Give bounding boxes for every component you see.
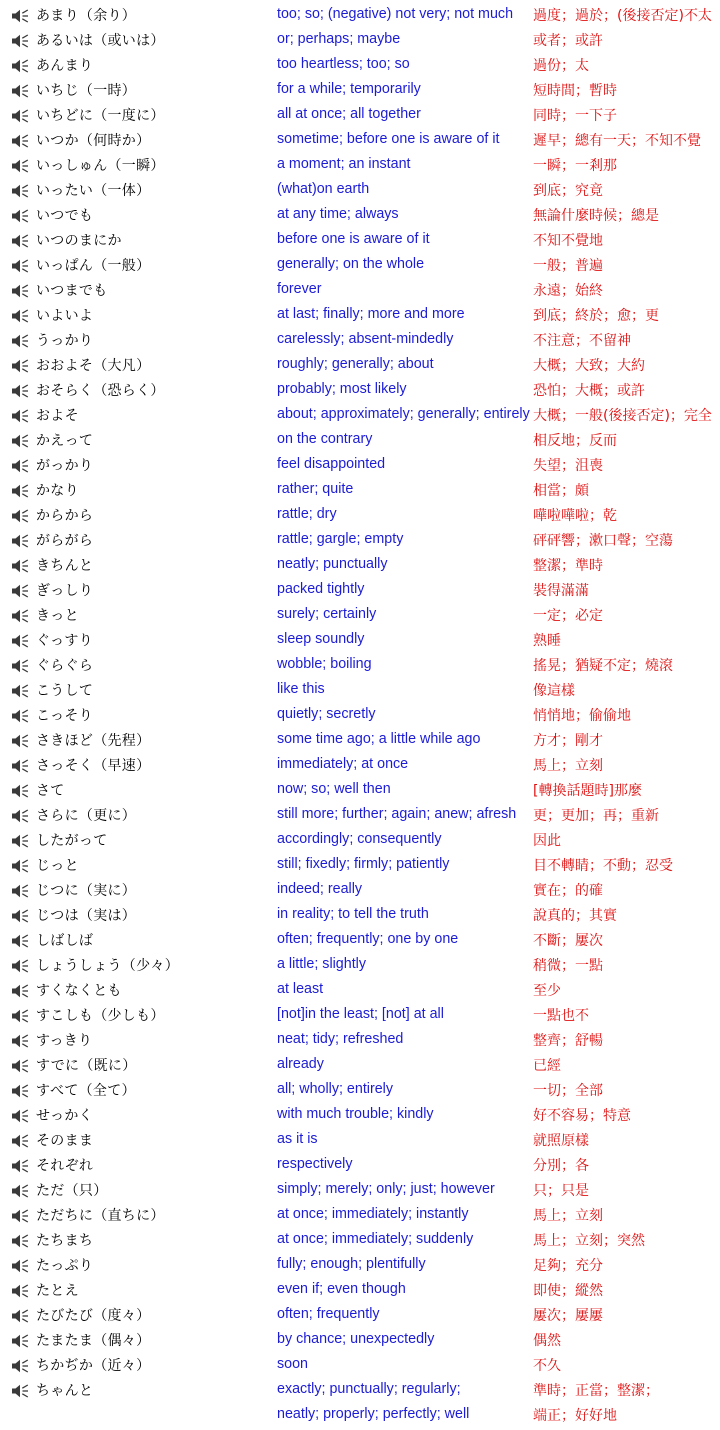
english-meaning: already [277, 1056, 324, 1072]
english-meaning: sleep soundly [277, 631, 365, 647]
japanese-word: こうして [36, 683, 94, 699]
speaker-icon[interactable] [11, 8, 29, 22]
japanese-word: さて [36, 783, 65, 799]
speaker-icon[interactable] [11, 1383, 29, 1397]
speaker-icon[interactable] [11, 1158, 29, 1172]
japanese-word: いったい（一体） [36, 183, 151, 199]
chinese-meaning: 相反地；反而 [533, 433, 617, 449]
japanese-word: ただ（只） [36, 1183, 108, 1199]
speaker-icon[interactable] [11, 1058, 29, 1072]
speaker-icon[interactable] [11, 1133, 29, 1147]
speaker-icon[interactable] [11, 1108, 29, 1122]
speaker-icon[interactable] [11, 733, 29, 747]
english-meaning: too; so; (negative) not very; not much [277, 6, 514, 22]
english-meaning: wobble; boiling [277, 656, 372, 672]
vocab-row [0, 802, 720, 827]
chinese-meaning: 嘩啦嘩啦；乾 [533, 508, 617, 524]
vocab-row [0, 177, 720, 202]
chinese-meaning: 準時；正當；整潔； [533, 1383, 659, 1399]
japanese-word: すこしも（少しも） [36, 1008, 165, 1024]
english-meaning: in reality; to tell the truth [277, 906, 429, 922]
chinese-meaning: 足夠；充分 [533, 1258, 603, 1274]
english-meaning: fully; enough; plentifully [277, 1256, 426, 1272]
vocab-row [0, 1277, 720, 1302]
vocab-row [0, 652, 720, 677]
chinese-meaning: 一般；普遍 [533, 258, 603, 274]
speaker-icon[interactable] [11, 83, 29, 97]
vocab-row-continuation [0, 1402, 720, 1427]
speaker-icon[interactable] [11, 233, 29, 247]
english-meaning: neatly; punctually [277, 556, 388, 572]
vocab-row [0, 977, 720, 1002]
japanese-word: ちかぢか（近々） [36, 1358, 151, 1374]
english-meaning: a little; slightly [277, 956, 366, 972]
chinese-meaning: 整齊；舒暢 [533, 1033, 603, 1049]
vocab-row [0, 952, 720, 977]
chinese-meaning: 實在；的確 [533, 883, 603, 899]
japanese-word: じつに（実に） [36, 883, 137, 899]
japanese-word: ただちに（直ちに） [36, 1208, 165, 1224]
japanese-word: じつは（実は） [36, 908, 137, 924]
chinese-meaning: 相當；頗 [533, 483, 589, 499]
speaker-icon[interactable] [11, 608, 29, 622]
japanese-word: さらに（更に） [36, 808, 137, 824]
vocab-row [0, 702, 720, 727]
speaker-icon[interactable] [11, 183, 29, 197]
japanese-word: あまり（余り） [36, 8, 137, 24]
speaker-icon[interactable] [11, 683, 29, 697]
english-meaning: carelessly; absent-mindedly [277, 331, 454, 347]
japanese-word: いちじ（一時） [36, 83, 137, 99]
chinese-meaning: 過份；太 [533, 58, 589, 74]
english-meaning: now; so; well then [277, 781, 391, 797]
chinese-meaning: 搖晃；猶疑不定；燒滾 [533, 658, 673, 674]
japanese-word: たびたび（度々） [36, 1308, 151, 1324]
japanese-word: あんまり [36, 58, 94, 74]
vocab-row [0, 602, 720, 627]
speaker-icon[interactable] [11, 908, 29, 922]
chinese-meaning: 熟睡 [533, 633, 561, 649]
speaker-icon[interactable] [11, 1008, 29, 1022]
chinese-meaning: 不知不覺地 [533, 233, 603, 249]
english-meaning: all; wholly; entirely [277, 1081, 394, 1097]
vocab-row [0, 1077, 720, 1102]
vocab-row [0, 502, 720, 527]
english-meaning: generally; on the whole [277, 256, 425, 272]
chinese-meaning: 遲早；總有一天；不知不覺 [533, 133, 701, 149]
speaker-icon[interactable] [11, 408, 29, 422]
chinese-meaning: [轉換話題時]那麼 [533, 783, 642, 799]
vocab-row [0, 2, 720, 27]
speaker-icon[interactable] [11, 1283, 29, 1297]
japanese-word: うっかり [36, 333, 94, 349]
speaker-icon[interactable] [11, 158, 29, 172]
english-meaning: forever [277, 281, 322, 297]
chinese-meaning: 悄悄地；偷偷地 [533, 708, 631, 724]
chinese-meaning: 說真的；其實 [533, 908, 617, 924]
vocab-row [0, 127, 720, 152]
chinese-meaning: 馬上；立刻；突然 [533, 1233, 645, 1249]
english-meaning: exactly; punctually; regularly; [277, 1381, 461, 1397]
vocab-row [0, 377, 720, 402]
english-meaning: rattle; gargle; empty [277, 531, 404, 547]
english-meaning: at any time; always [277, 206, 399, 222]
speaker-icon[interactable] [11, 658, 29, 672]
english-meaning: before one is aware of it [277, 231, 430, 247]
chinese-meaning: 到底；究竟 [533, 183, 603, 199]
speaker-icon[interactable] [11, 558, 29, 572]
vocab-row [0, 677, 720, 702]
speaker-icon[interactable] [11, 1083, 29, 1097]
vocab-row [0, 1127, 720, 1152]
speaker-icon[interactable] [11, 333, 29, 347]
japanese-word: しばしば [36, 933, 94, 949]
chinese-meaning: 砰砰響；漱口聲；空蕩 [533, 533, 673, 549]
chinese-meaning: 分別；各 [533, 1158, 589, 1174]
japanese-word: すでに（既に） [36, 1058, 137, 1074]
english-meaning: often; frequently [277, 1306, 380, 1322]
chinese-meaning: 像這樣 [533, 683, 575, 699]
english-meaning: [not]in the least; [not] at all [277, 1006, 444, 1022]
vocab-row [0, 1252, 720, 1277]
english-meaning: quietly; secretly [277, 706, 376, 722]
english-meaning: respectively [277, 1156, 353, 1172]
vocab-row [0, 927, 720, 952]
vocab-row [0, 1027, 720, 1052]
vocab-row [0, 227, 720, 252]
speaker-icon[interactable] [11, 1308, 29, 1322]
chinese-meaning: 失望；沮喪 [533, 458, 603, 474]
japanese-word: からから [36, 508, 94, 524]
chinese-meaning: 因此 [533, 833, 561, 849]
chinese-meaning: 屢次；屢屢 [533, 1308, 603, 1324]
japanese-word: おそらく（恐らく） [36, 383, 165, 399]
japanese-word: きっと [36, 608, 79, 624]
vocab-row [0, 27, 720, 52]
speaker-icon[interactable] [11, 508, 29, 522]
speaker-icon[interactable] [11, 258, 29, 272]
speaker-icon[interactable] [11, 458, 29, 472]
vocab-row [0, 402, 720, 427]
japanese-word: あるいは（或いは） [36, 33, 165, 49]
chinese-meaning: 只；只是 [533, 1183, 589, 1199]
english-meaning: some time ago; a little while ago [277, 731, 481, 747]
english-meaning: feel disappointed [277, 456, 386, 472]
speaker-icon[interactable] [11, 883, 29, 897]
vocab-row [0, 827, 720, 852]
english-meaning: probably; most likely [277, 381, 407, 397]
english-meaning: soon [277, 1356, 309, 1372]
chinese-meaning: 馬上；立刻 [533, 758, 603, 774]
vocab-row [0, 427, 720, 452]
vocab-row [0, 1002, 720, 1027]
speaker-icon[interactable] [11, 283, 29, 297]
vocabulary-list [0, 2, 720, 1427]
vocab-row [0, 1327, 720, 1352]
japanese-word: ぎっしり [36, 583, 94, 599]
english-meaning: a moment; an instant [277, 156, 411, 172]
vocab-row [0, 1227, 720, 1252]
speaker-icon[interactable] [11, 858, 29, 872]
japanese-word: さきほど（先程） [36, 733, 151, 749]
japanese-word: たまたま（偶々） [36, 1333, 151, 1349]
speaker-icon[interactable] [11, 808, 29, 822]
speaker-icon[interactable] [11, 383, 29, 397]
english-meaning: with much trouble; kindly [277, 1106, 434, 1122]
japanese-word: ちゃんと [36, 1383, 94, 1399]
english-meaning: packed tightly [277, 581, 365, 597]
vocab-row [0, 1177, 720, 1202]
speaker-icon[interactable] [11, 108, 29, 122]
speaker-icon[interactable] [11, 483, 29, 497]
japanese-word: せっかく [36, 1108, 93, 1124]
chinese-meaning: 偶然 [533, 1333, 561, 1349]
chinese-meaning: 無論什麼時候；總是 [533, 208, 659, 224]
speaker-icon[interactable] [11, 833, 29, 847]
vocab-row [0, 902, 720, 927]
japanese-word: かなり [36, 483, 79, 499]
vocab-row [0, 1052, 720, 1077]
english-meaning: at once; immediately; instantly [277, 1206, 469, 1222]
vocab-row [0, 852, 720, 877]
english-meaning: (what)on earth [277, 181, 370, 197]
english-meaning: neatly; properly; perfectly; well [277, 1406, 470, 1422]
chinese-meaning: 不斷；屢次 [533, 933, 603, 949]
chinese-meaning: 裝得滿滿 [533, 583, 589, 599]
japanese-word: たとえ [36, 1283, 79, 1299]
chinese-meaning: 過度；過於；(後接否定)不太 [533, 8, 712, 24]
english-meaning: at least [277, 981, 324, 997]
vocab-row [0, 777, 720, 802]
japanese-word: おおよそ（大凡） [36, 358, 151, 374]
vocab-row [0, 327, 720, 352]
chinese-meaning: 同時；一下子 [533, 108, 617, 124]
vocab-row [0, 477, 720, 502]
vocab-row [0, 1202, 720, 1227]
vocab-row [0, 452, 720, 477]
vocab-row [0, 52, 720, 77]
chinese-meaning: 方才；剛才 [533, 733, 603, 749]
english-meaning: like this [277, 681, 325, 697]
japanese-word: およそ [36, 408, 79, 424]
chinese-meaning: 已經 [533, 1058, 561, 1074]
japanese-word: ぐらぐら [36, 658, 94, 674]
japanese-word: すっきり [36, 1033, 93, 1049]
english-meaning: rattle; dry [277, 506, 337, 522]
vocab-row [0, 1102, 720, 1127]
japanese-word: たちまち [36, 1233, 94, 1249]
japanese-word: したがって [36, 833, 108, 849]
vocab-row [0, 152, 720, 177]
chinese-meaning: 短時間；暫時 [533, 83, 617, 99]
english-meaning: neat; tidy; refreshed [277, 1031, 404, 1047]
chinese-meaning: 就照原樣 [533, 1133, 589, 1149]
speaker-icon[interactable] [11, 1208, 29, 1222]
speaker-icon[interactable] [11, 208, 29, 222]
chinese-meaning: 永遠；始終 [533, 283, 603, 299]
vocab-row [0, 277, 720, 302]
chinese-meaning: 大概；大致；大約 [533, 358, 645, 374]
vocab-row [0, 752, 720, 777]
speaker-icon[interactable] [11, 1033, 29, 1047]
speaker-icon[interactable] [11, 758, 29, 772]
vocab-row [0, 627, 720, 652]
speaker-icon[interactable] [11, 983, 29, 997]
english-meaning: as it is [277, 1131, 318, 1147]
chinese-meaning: 到底；終於；愈；更 [533, 308, 659, 324]
vocab-row [0, 577, 720, 602]
chinese-meaning: 一點也不 [533, 1008, 589, 1024]
english-meaning: at once; immediately; suddenly [277, 1231, 474, 1247]
chinese-meaning: 一切；全部 [533, 1083, 603, 1099]
japanese-word: たっぷり [36, 1258, 94, 1274]
chinese-meaning: 更；更加；再；重新 [533, 808, 659, 824]
speaker-icon[interactable] [11, 533, 29, 547]
japanese-word: すべて（全て） [36, 1083, 136, 1099]
english-meaning: on the contrary [277, 431, 373, 447]
japanese-word: それぞれ [36, 1158, 94, 1174]
speaker-icon[interactable] [11, 633, 29, 647]
speaker-icon[interactable] [11, 583, 29, 597]
speaker-icon[interactable] [11, 708, 29, 722]
japanese-word: かえって [36, 433, 94, 449]
chinese-meaning: 恐怕；大概；或許 [533, 383, 645, 399]
english-meaning: rather; quite [277, 481, 354, 497]
chinese-meaning: 好不容易；特意 [533, 1108, 631, 1124]
speaker-icon[interactable] [11, 133, 29, 147]
japanese-word: いつのまにか [36, 233, 122, 249]
speaker-icon[interactable] [11, 433, 29, 447]
japanese-word: いっぱん（一般） [36, 258, 151, 274]
english-meaning: by chance; unexpectedly [277, 1331, 435, 1347]
chinese-meaning: 馬上；立刻 [533, 1208, 603, 1224]
japanese-word: いよいよ [36, 308, 94, 324]
english-meaning: sometime; before one is aware of it [277, 131, 500, 147]
chinese-meaning: 端正；好好地 [533, 1408, 617, 1424]
vocab-row [0, 877, 720, 902]
japanese-word: いつまでも [36, 283, 108, 299]
speaker-icon[interactable] [11, 1333, 29, 1347]
vocab-row [0, 252, 720, 277]
speaker-icon[interactable] [11, 1258, 29, 1272]
english-meaning: still more; further; again; anew; afresh [277, 806, 517, 822]
english-meaning: roughly; generally; about [277, 356, 434, 372]
vocab-row [0, 102, 720, 127]
english-meaning: all at once; all together [277, 106, 421, 122]
english-meaning: about; approximately; generally; entirely [277, 406, 530, 422]
japanese-word: がらがら [36, 533, 94, 549]
japanese-word: そのまま [36, 1133, 94, 1149]
english-meaning: for a while; temporarily [277, 81, 421, 97]
chinese-meaning: 一瞬；一剎那 [533, 158, 617, 174]
vocab-row [0, 527, 720, 552]
vocab-row [0, 552, 720, 577]
speaker-icon[interactable] [11, 958, 29, 972]
english-meaning: even if; even though [277, 1281, 406, 1297]
speaker-icon[interactable] [11, 358, 29, 372]
japanese-word: がっかり [36, 458, 94, 474]
japanese-word: いつでも [36, 208, 94, 224]
vocab-row [0, 302, 720, 327]
chinese-meaning: 大概；一般(後接否定)；完全 [533, 408, 712, 424]
vocab-row [0, 352, 720, 377]
english-meaning: still; fixedly; firmly; patiently [277, 856, 450, 872]
speaker-icon[interactable] [11, 1183, 29, 1197]
japanese-word: すくなくとも [36, 983, 122, 999]
speaker-icon[interactable] [11, 58, 29, 72]
english-meaning: indeed; really [277, 881, 363, 897]
speaker-icon[interactable] [11, 1358, 29, 1372]
vocab-row [0, 1377, 720, 1402]
chinese-meaning: 一定；必定 [533, 608, 603, 624]
chinese-meaning: 目不轉睛；不動；忍受 [533, 858, 673, 874]
speaker-icon[interactable] [11, 1233, 29, 1247]
vocab-row [0, 1352, 720, 1377]
english-meaning: too heartless; too; so [277, 56, 410, 72]
vocab-row [0, 1152, 720, 1177]
chinese-meaning: 至少 [533, 983, 561, 999]
speaker-icon[interactable] [11, 33, 29, 47]
english-meaning: simply; merely; only; just; however [277, 1181, 495, 1197]
speaker-icon[interactable] [11, 308, 29, 322]
japanese-word: いっしゅん（一瞬） [36, 158, 165, 174]
japanese-word: ぐっすり [36, 633, 93, 649]
english-meaning: surely; certainly [277, 606, 377, 622]
vocab-row [0, 1302, 720, 1327]
japanese-word: きちんと [36, 558, 94, 574]
chinese-meaning: 不久 [533, 1358, 561, 1374]
chinese-meaning: 稍微；一點 [533, 958, 603, 974]
english-meaning: at last; finally; more and more [277, 306, 465, 322]
english-meaning: often; frequently; one by one [277, 931, 459, 947]
speaker-icon[interactable] [11, 783, 29, 797]
english-meaning: immediately; at once [277, 756, 409, 772]
japanese-word: いつか（何時か） [36, 133, 151, 149]
english-meaning: accordingly; consequently [277, 831, 442, 847]
japanese-word: しょうしょう（少々） [36, 958, 179, 974]
japanese-word: こっそり [36, 708, 93, 724]
chinese-meaning: 整潔；準時 [533, 558, 603, 574]
speaker-icon[interactable] [11, 933, 29, 947]
vocab-row [0, 77, 720, 102]
vocab-row [0, 727, 720, 752]
chinese-meaning: 或者；或許 [533, 33, 603, 49]
english-meaning: or; perhaps; maybe [277, 31, 401, 47]
chinese-meaning: 不注意；不留神 [533, 333, 631, 349]
japanese-word: じっと [36, 858, 79, 874]
japanese-word: いちどに（一度に） [36, 108, 165, 124]
vocab-row [0, 202, 720, 227]
japanese-word: さっそく（早速） [36, 758, 151, 774]
chinese-meaning: 即使；縱然 [533, 1283, 603, 1299]
